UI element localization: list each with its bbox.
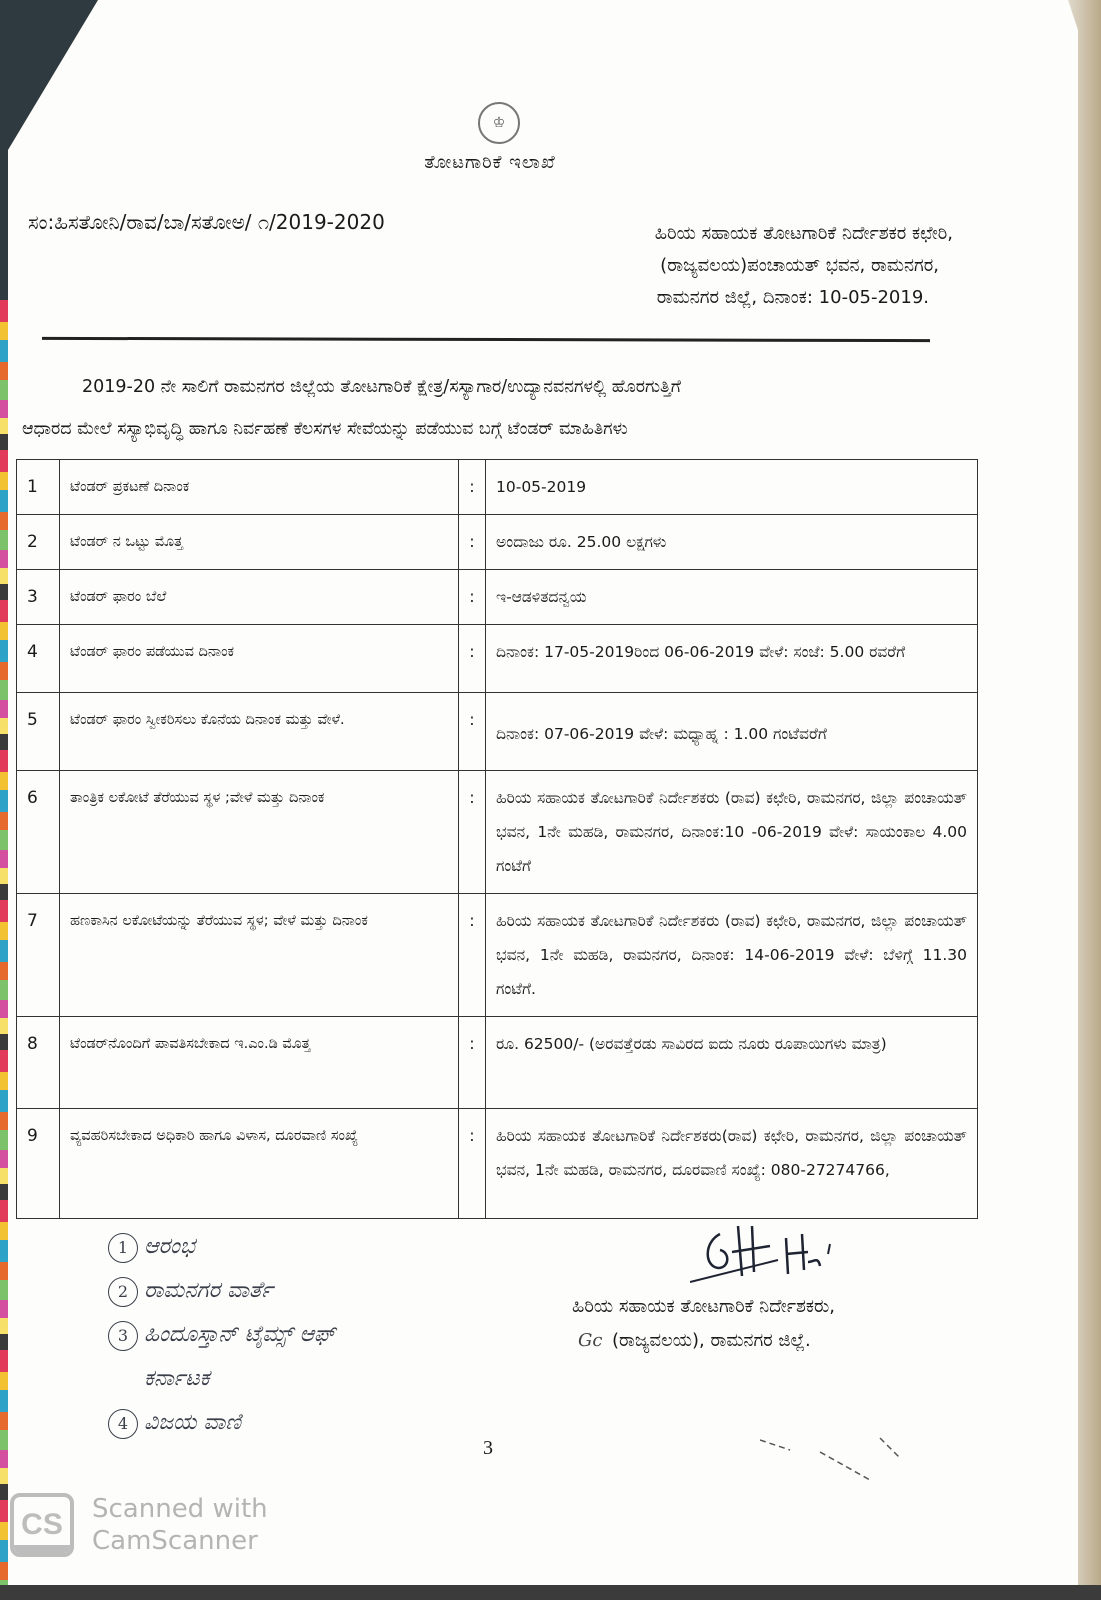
row-number: 6 bbox=[17, 771, 60, 894]
row-value: ರೂ. 62500/- (ಅರವತ್ತೆರಡು ಸಾವಿರದ ಐದು ನೂರು ರೂಪಾಯಿಗಳು ಮಾತ್ರ) bbox=[486, 1017, 978, 1109]
row-label: ಟೆಂಡರ್‌ನೊಂದಿಗೆ ಪಾವತಿಸಬೇಕಾದ ಇ.ಎಂ.ಡಿ ಮೊತ್ತ bbox=[60, 1017, 459, 1109]
watermark-line-2: CamScanner bbox=[92, 1526, 258, 1556]
row-value: ಹಿರಿಯ ಸಹಾಯಕ ತೋಟಗಾರಿಕೆ ನಿರ್ದೇಶಕರು (ರಾವ) ಕಛೇರಿ, ರಾಮನಗರ, ಜಿಲ್ಲಾ ಪಂಚಾಯತ್ ಭವನ, 1ನೇ ಮಹಡಿ, ರಾಮನಗರ, ದಿನಾಂಕ:10 -06-2019 ವೇಳೆ: ಸಾಯಂಕಾಲ 4.00 ಗಂಟೆಗೆ bbox=[486, 771, 978, 894]
government-emblem-icon: ♔ bbox=[478, 102, 520, 144]
circled-number: 3 bbox=[108, 1321, 138, 1351]
circled-number: 4 bbox=[108, 1409, 138, 1439]
row-label: ಟೆಂಡರ್ ಫಾರಂ ಪಡೆಯುವ ದಿನಾಂಕ bbox=[60, 625, 459, 693]
office-line-2: (ರಾಜ್ಯವಲಯ)ಪಂಚಾಯತ್ ಭವನ, ರಾಮನಗರ, bbox=[660, 255, 939, 276]
row-number: 2 bbox=[17, 515, 60, 570]
circled-number: 1 bbox=[108, 1233, 138, 1263]
note-text-continued: ಕರ್ನಾಟಕ bbox=[144, 1366, 210, 1391]
note-text: ರಾಮನಗರ ವಾರ್ತೆ bbox=[144, 1278, 273, 1303]
row-label: ತಾಂತ್ರಿಕ ಲಕೋಟೆ ತೆರೆಯುವ ಸ್ಥಳ ;ವೇಳೆ ಮತ್ತು ದಿನಾಂಕ bbox=[60, 771, 459, 894]
row-label: ಟೆಂಡರ್ ಫಾರಂ ಸ್ವೀಕರಿಸಲು ಕೊನೆಯ ದಿನಾಂಕ ಮತ್ತು ವೇಳೆ. bbox=[60, 693, 459, 771]
row-label: ಹಣಕಾಸಿನ ಲಕೋಟೆಯನ್ನು ತೆರೆಯುವ ಸ್ಥಳ; ವೇಳೆ ಮತ್ತು ದಿನಾಂಕ bbox=[60, 894, 459, 1017]
row-value: ದಿನಾಂಕ: 17-05-2019ರಿಂದ 06-06-2019 ವೇಳೆ: ಸಂಜೆ: 5.00 ರವರೆಗೆ bbox=[486, 625, 978, 693]
row-separator: : bbox=[459, 570, 486, 625]
row-label: ವ್ಯವಹರಿಸಬೇಕಾದ ಅಧಿಕಾರಿ ಹಾಗೂ ವಿಳಾಸ, ದೂರವಾಣಿ ಸಂಖ್ಯೆ bbox=[60, 1109, 459, 1219]
table-row bbox=[17, 1017, 978, 1109]
row-separator: : bbox=[459, 515, 486, 570]
row-separator: : bbox=[459, 693, 486, 771]
row-value: ಹಿರಿಯ ಸಹಾಯಕ ತೋಟಗಾರಿಕೆ ನಿರ್ದೇಶಕರು (ರಾವ) ಕಛೇರಿ, ರಾಮನಗರ, ಜಿಲ್ಲಾ ಪಂಚಾಯತ್ ಭವನ, 1ನೇ ಮಹಡಿ, ರಾಮನಗರ, ದಿನಾಂಕ: 14-06-2019 ವೇಳೆ: ಬೆಳಿಗ್ಗೆ 11.30 ಗಂಟೆಗೆ. bbox=[486, 894, 978, 1017]
handwritten-distribution-list bbox=[108, 1225, 468, 1445]
row-separator: : bbox=[459, 1109, 486, 1219]
reference-number: ಸಂ:ಹಿಸತೋನಿ/ರಾವ/ಬಾ/ಸತೋಅ/ ೧/2019-2020 bbox=[28, 210, 385, 234]
subject-line-2: ಆಧಾರದ ಮೇಲೆ ಸಸ್ಯಾಭಿವೃದ್ಧಿ ಹಾಗೂ ನಿರ್ವಹಣೆ ಕೆಲಸಗಳ ಸೇವೆಯನ್ನು ಪಡೆಯುವ ಬಗ್ಗೆ ಟೆಂಡರ್ ಮಾಹಿತಿಗಳು bbox=[22, 419, 628, 439]
table-row bbox=[17, 460, 978, 515]
row-label: ಟೆಂಡರ್ ಪ್ರಕಟಣೆ ದಿನಾಂಕ bbox=[60, 460, 459, 515]
handwritten-note bbox=[108, 1313, 468, 1357]
row-value: ಹಿರಿಯ ಸಹಾಯಕ ತೋಟಗಾರಿಕೆ ನಿರ್ದೇಶಕರು(ರಾವ) ಕಛೇರಿ, ರಾಮನಗರ, ಜಿಲ್ಲಾ ಪಂಚಾಯತ್ ಭವನ, 1ನೇ ಮಹಡಿ, ರಾಮನಗರ, ದೂರವಾಣಿ ಸಂಖ್ಯೆ: 080-27274766, bbox=[486, 1109, 978, 1219]
signatory-designation bbox=[572, 1290, 835, 1358]
row-separator: : bbox=[459, 625, 486, 693]
table-row bbox=[17, 771, 978, 894]
row-separator: : bbox=[459, 460, 486, 515]
office-line-3-date: ರಾಮನಗರ ಜಿಲ್ಲೆ, ದಿನಾಂಕ: 10-05-2019. bbox=[656, 287, 929, 308]
row-separator: : bbox=[459, 1017, 486, 1109]
table-row bbox=[17, 570, 978, 625]
table-row bbox=[17, 693, 978, 771]
row-number: 4 bbox=[17, 625, 60, 693]
circled-number: 2 bbox=[108, 1277, 138, 1307]
signature-scrawl-icon bbox=[690, 1222, 860, 1292]
row-number: 7 bbox=[17, 894, 60, 1017]
row-number: 9 bbox=[17, 1109, 60, 1219]
table-row bbox=[17, 515, 978, 570]
camscanner-logo-icon: CS bbox=[10, 1493, 74, 1557]
row-number: 1 bbox=[17, 460, 60, 515]
row-number: 3 bbox=[17, 570, 60, 625]
office-address bbox=[655, 218, 951, 314]
note-text: ಹಿಂದೂಸ್ತಾನ್ ಟೈಮ್ಸ್ ಆಫ್ bbox=[144, 1322, 336, 1347]
row-label: ಟೆಂಡರ್ ಫಾರಂ ಬೆಲೆ bbox=[60, 570, 459, 625]
handwritten-note bbox=[108, 1225, 468, 1269]
subject-heading bbox=[22, 366, 957, 450]
watermark-line-1: Scanned with bbox=[92, 1494, 268, 1524]
page-bottom-edge bbox=[0, 1585, 1101, 1600]
subject-line-1: 2019-20 ನೇ ಸಾಲಿಗೆ ರಾಮನಗರ ಜಿಲ್ಲೆಯ ತೋಟಗಾರಿಕೆ ಕ್ಷೇತ್ರ/ಸಸ್ಯಾಗಾರ/ಉದ್ಯಾನವನಗಳಲ್ಲಿ ಹೊರಗುತ್ತಿಗೆ bbox=[82, 377, 681, 397]
stray-pen-marks-icon bbox=[760, 1430, 920, 1490]
handwritten-note bbox=[108, 1269, 468, 1313]
row-value: ಅಂದಾಜು ರೂ. 25.00 ಲಕ್ಷಗಳು bbox=[486, 515, 978, 570]
row-value: ಇ-ಆಡಳಿತದನ್ವಯ bbox=[486, 570, 978, 625]
note-text: ಆರಂಭ bbox=[144, 1234, 195, 1259]
row-separator: : bbox=[459, 771, 486, 894]
table-row bbox=[17, 625, 978, 693]
page-number: 3 bbox=[483, 1437, 493, 1459]
department-title: ತೋಟಗಾರಿಕೆ ಇಲಾಖೆ bbox=[424, 152, 556, 173]
row-value: 10-05-2019 bbox=[486, 460, 978, 515]
office-line-1: ಹಿರಿಯ ಸಹಾಯಕ ತೋಟಗಾರಿಕೆ ನಿರ್ದೇಶಕರ ಕಛೇರಿ, bbox=[654, 223, 953, 244]
row-number: 5 bbox=[17, 693, 60, 771]
tender-details-table bbox=[16, 459, 978, 1219]
signatory-office: (ರಾಜ್ಯವಲಯ), ರಾಮನಗರ ಜಿಲ್ಲೆ. bbox=[612, 1330, 811, 1351]
camscanner-watermark bbox=[10, 1493, 268, 1557]
row-number: 8 bbox=[17, 1017, 60, 1109]
handwritten-initials: Gc bbox=[578, 1330, 603, 1351]
row-separator: : bbox=[459, 894, 486, 1017]
watermark-text bbox=[92, 1493, 268, 1557]
signatory-title: ಹಿರಿಯ ಸಹಾಯಕ ತೋಟಗಾರಿಕೆ ನಿರ್ದೇಶಕರು, bbox=[572, 1296, 835, 1317]
table-row bbox=[17, 894, 978, 1017]
row-value: ದಿನಾಂಕ: 07-06-2019 ವೇಳೆ: ಮಧ್ಯಾಹ್ನ : 1.00 ಗಂಟೆವರೆಗೆ bbox=[486, 693, 978, 771]
handwritten-note bbox=[108, 1401, 468, 1445]
row-label: ಟೆಂಡರ್ ನ ಒಟ್ಟು ಮೊತ್ತ bbox=[60, 515, 459, 570]
table-row bbox=[17, 1109, 978, 1219]
note-text: ವಿಜಯ ವಾಣಿ bbox=[144, 1410, 241, 1435]
